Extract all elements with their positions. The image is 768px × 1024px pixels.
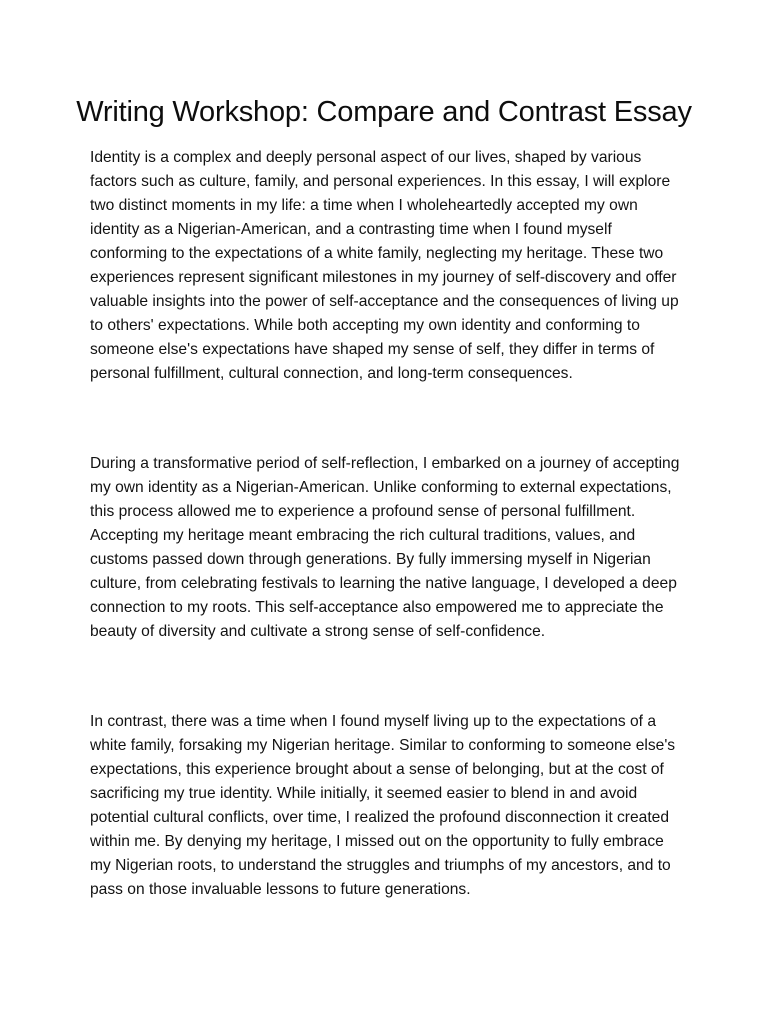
paragraph-conforming-expectations: In contrast, there was a time when I found myself living up to the expectations of a white family, forsaking my Nigerian heritage. Similar to conforming to someone else's expectations, this experience brought about a sense of belonging, but at the cost of sacrificing my true identity. While initially, it seemed easier to blend in and avoid potential cultural conflicts, over time, I realized the profound disconnection it created within me. By denying my heritage, I missed out on the opportunity to fully embrace my Nigerian roots, to understand the struggles and triumphs of my ancestors, and to pass on those invaluable lessons to future generations.	[90, 713, 676, 898]
document-title: Writing Workshop: Compare and Contrast Essay	[76, 96, 692, 128]
paragraph-accepting-identity: During a transformative period of self-reflection, I embarked on a journey of accepting my own identity as a Nigerian-American. Unlike conforming to external expectations, this process allowed me to experience a profound sense of personal fulfillment. Accepting my heritage meant embracing the rich cultural traditions, values, and customs passed down through generations. By fully immersing myself in Nigerian culture, from celebrating festivals to learning the native language, I developed a deep connection to my roots. This self-acceptance also empowered me to appreciate the beauty of diversity and cultivate a strong sense of self-confidence.	[90, 455, 680, 640]
paragraph-introduction: Identity is a complex and deeply personal aspect of our lives, shaped by various factors such as culture, family, and personal experiences. In this essay, I will explore two distinct moments in my life: a time when I wholeheartedly accepted my own identity as a Nigerian-American, and a contrasting time when I found myself conforming to the expectations of a white family, neglecting my heritage. These two experiences represent significant milestones in my journey of self-discovery and offer valuable insights into the power of self-acceptance and the consequences of living up to others' expectations. While both accepting my own identity and conforming to someone else's expectations have shaped my sense of self, they differ in terms of personal fulfillment, cultural connection, and long-term consequences.	[90, 149, 679, 382]
